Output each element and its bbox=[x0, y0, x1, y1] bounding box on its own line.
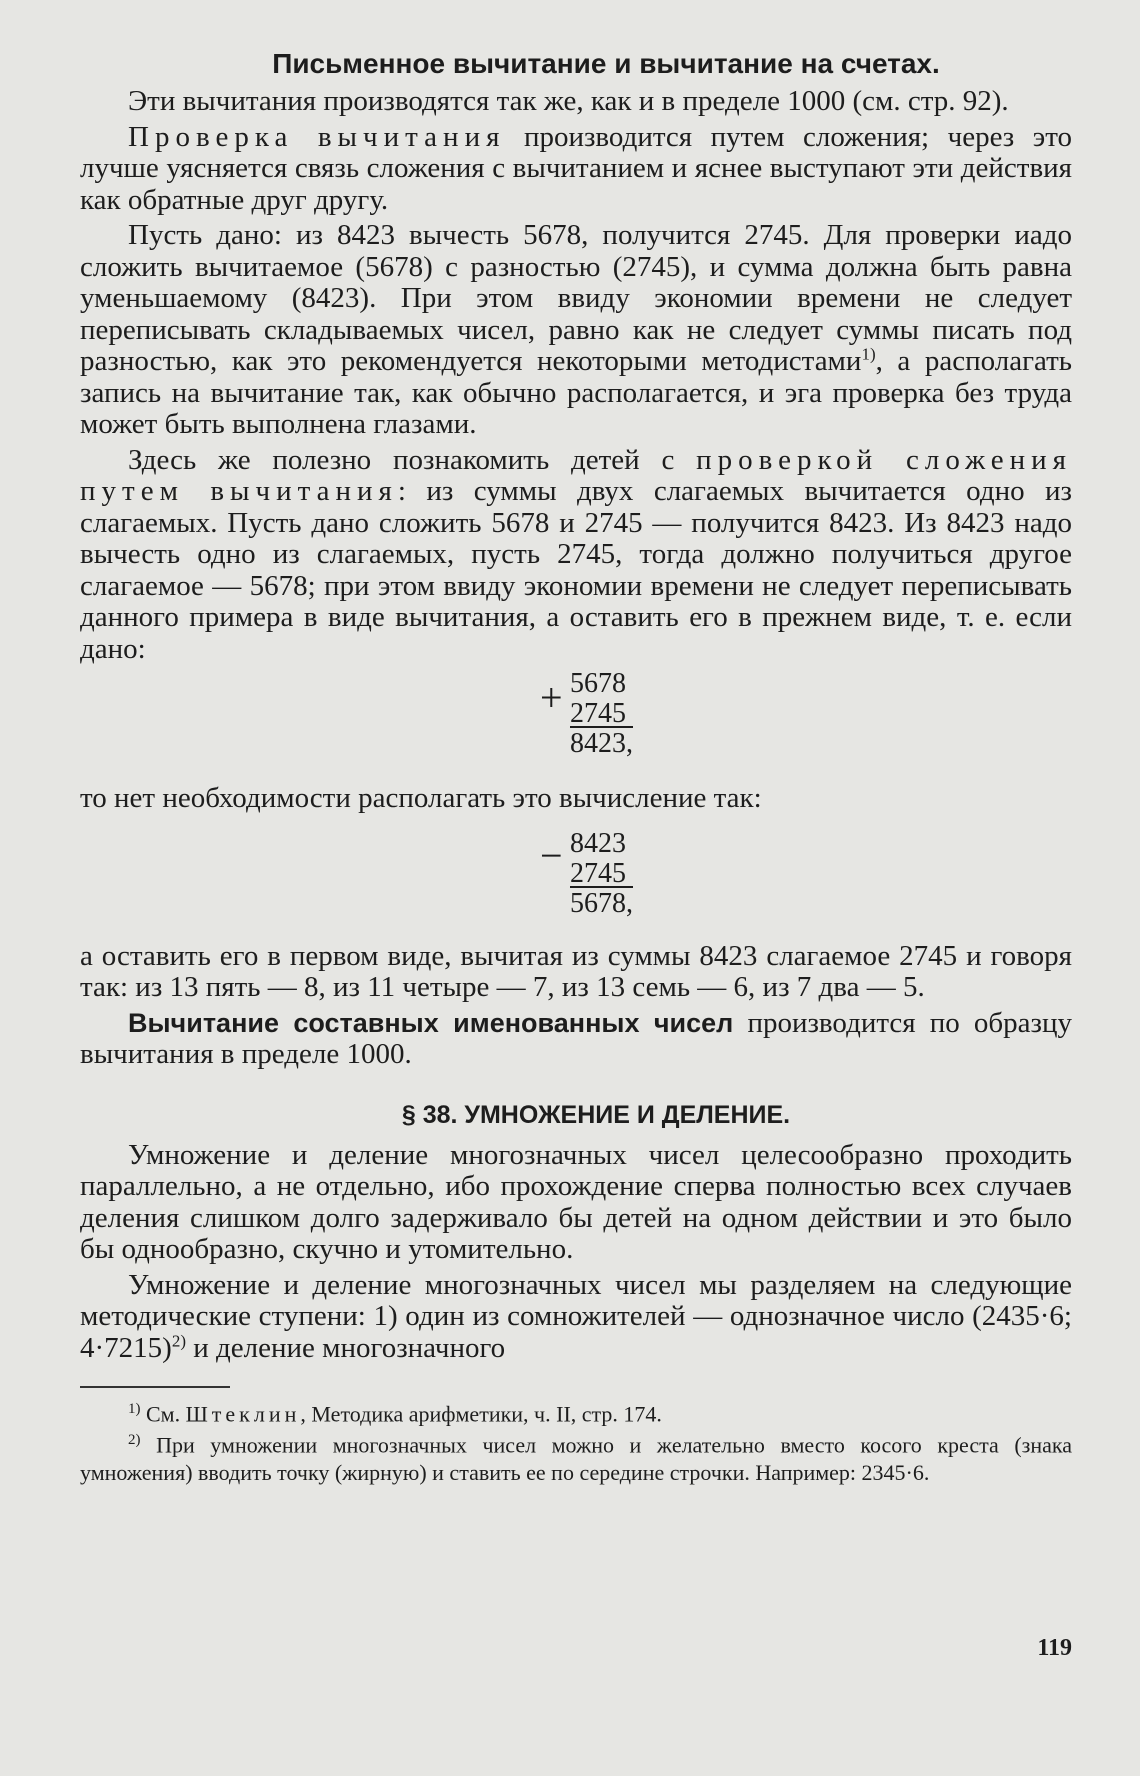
paragraph-7: Вычитание составных именованных чисел производится по образцу вычитания в пределе 1000. bbox=[80, 1006, 1072, 1070]
footnote-ref-2: 2) bbox=[171, 1330, 186, 1350]
difference-result: 5678, bbox=[570, 887, 633, 919]
page-number: 119 bbox=[1037, 1635, 1072, 1661]
paragraph-4: Здесь же полезно познакомить детей с проверкой сложения путем вычитания: из суммы двух слагаемых вычитается одно из слагаемых. Пусть дано сложить 5678 и 2745 — получится 8423. Из 8423 надо вычесть одно из слагаемых, пусть 2745, тогда должно получиться другое слагаемое — 5678; при этом ввиду экономии времени не следует переписывать данного примера в виде вычитания, а оставить его в прежнем виде, т. е. если дано: bbox=[80, 443, 1072, 665]
plus-sign: + bbox=[540, 675, 563, 720]
paragraph-6: а оставить его в первом виде, вычитая из суммы 8423 слагаемое 2745 и говоря так: из 13 пять — 8, из 11 четыре — 7, из 13 семь — 6, из 7 два — 5. bbox=[80, 939, 1072, 1003]
addend-2: 2745 bbox=[570, 698, 626, 729]
footnote-2: $^{2)}$ При умножении многозначных чисел можно и желательно вместо косого креста (знака умножения) вводить точку (жирную) и ставить ее по середине строчки. Например: 2345·6. bbox=[80, 1432, 1072, 1485]
sum-result: 8423, bbox=[570, 728, 633, 759]
section-heading: § 38. УМНОЖЕНИЕ И ДЕЛЕНИЕ. bbox=[401, 1100, 791, 1129]
footnote-ref-1: 1) bbox=[861, 344, 876, 364]
footnote-1: $^{1)}$ См. Штеклин, Методика арифметики, ч. II, стр. 174. bbox=[128, 1401, 662, 1427]
minus-sign: − bbox=[540, 832, 563, 878]
footnote-divider bbox=[80, 1386, 230, 1388]
paragraph-8: Умножение и деление многозначных чисел целесообразно проходить параллельно, а не отдельно, ибо прохождение сперва полностью всех случаев деления слишком долго задерживало бы детей на одном действии и это было бы однообразно, скучно и утомительно. bbox=[80, 1138, 1072, 1265]
minuend: 8423 bbox=[570, 827, 626, 859]
paragraph-3: Пусть дано: из 8423 вычесть 5678, получится 2745. Для проверки иадо сложить вычитаемое (5678) с разностью (2745), и сумма должна быть равна уменьшаемому (8423). При этом ввиду экономии времени не следует переписывать складываемых чисел, равно как не следует суммы писать под разностью, как это рекомендуется некоторыми методистами$^{1)}$, а располагать запись на вычитание так, как обычно располагается, и эга проверка без труда может быть выполнена глазами. bbox=[80, 219, 1072, 440]
addition-example bbox=[540, 669, 680, 759]
paragraph-1: Эти вычитания производятся так же, как и в пределе 1000 (см. стр. 92). bbox=[128, 85, 1009, 117]
subtrahend: 2745 bbox=[570, 857, 626, 889]
section-title: Письменное вычитание и вычитание на счетах. bbox=[272, 48, 940, 79]
addend-1: 5678 bbox=[570, 668, 626, 699]
subtraction-example bbox=[540, 829, 680, 919]
spaced-term: проверкой сложения путем вычитания bbox=[80, 443, 1072, 507]
paragraph-2: Проверка вычитания производится путем сложения; через это лучше уясняется связь сложения с вычитанием и яснее выступают эти действия как обратные друг другу. bbox=[80, 120, 1073, 216]
paragraph-5: то нет необходимости располагать это вычисление так: bbox=[80, 782, 762, 814]
paragraph-9: Умножение и деление многозначных чисел мы разделяем на следующие методические ступени: 1) один из сомножителей — однозначное число (2435·6; 4·7215)$^{2)}$ и деление многозначного bbox=[80, 1268, 1072, 1364]
spaced-term: Проверка вычитания bbox=[128, 120, 506, 153]
bold-term: Вычитание составных именованных чисел bbox=[128, 1007, 734, 1038]
